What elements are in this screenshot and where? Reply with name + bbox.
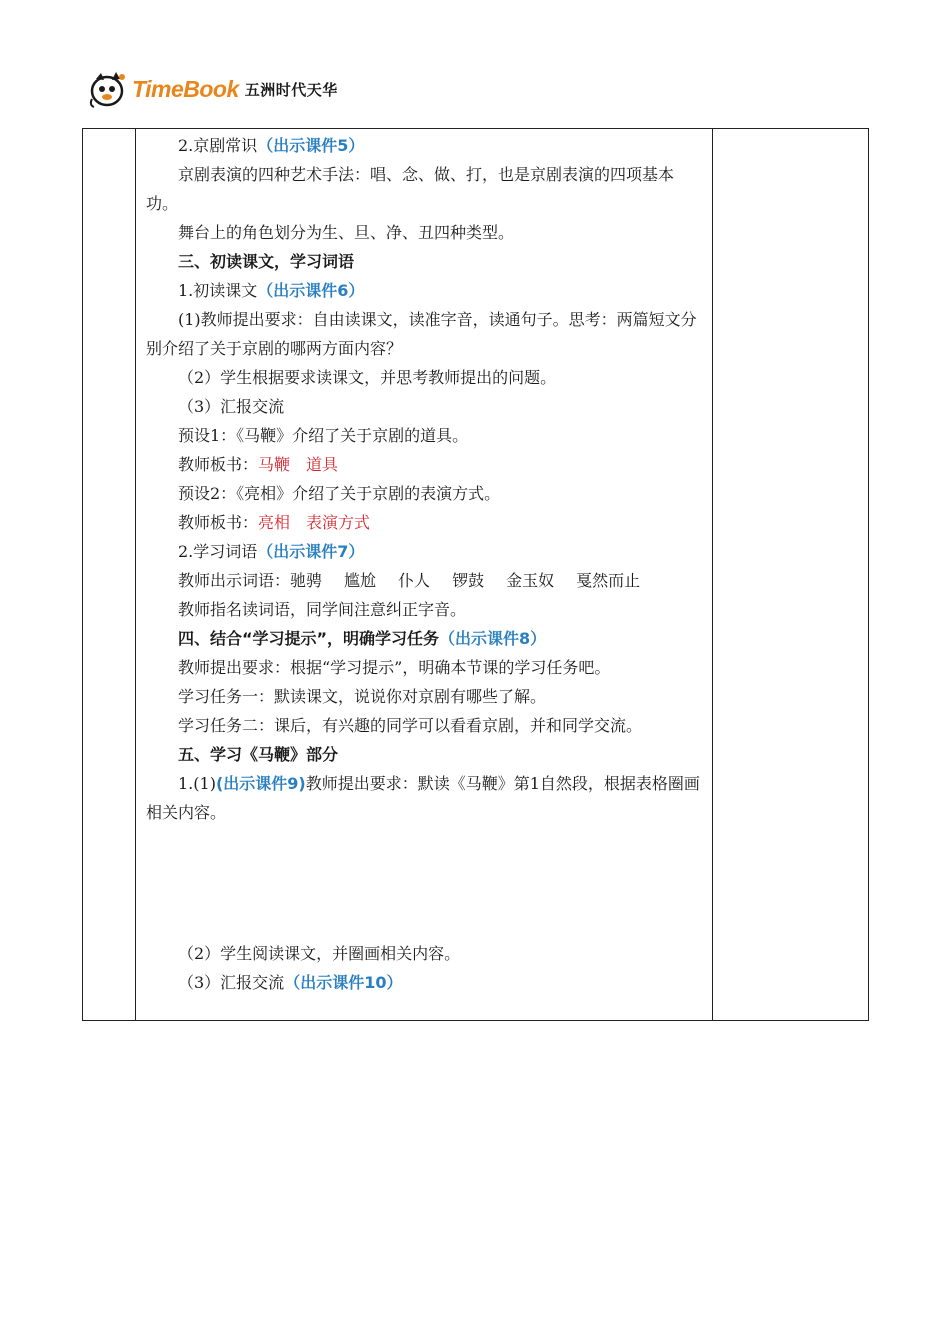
paragraph: 舞台上的角色划分为生、旦、净、丑四种类型。 xyxy=(178,223,515,242)
paragraph: （2）学生根据要求读课文，并思考教师提出的问题。 xyxy=(178,368,557,387)
courseware-ref: （出示课件8） xyxy=(439,629,547,648)
board-note: 教师板书：马鞭 道具 xyxy=(178,455,339,474)
logo-chinese-name: 五洲时代天华 xyxy=(244,80,338,99)
paragraph: （3）汇报交流 xyxy=(178,397,285,416)
paragraph: 预设2：《亮相》介绍了关于京剧的表演方式。 xyxy=(178,484,501,503)
section-heading: 四、结合“学习提示”，明确学习任务（出示课件8） xyxy=(178,629,547,648)
board-note: 教师板书：亮相 表演方式 xyxy=(178,513,371,532)
paragraph: 1.(1)(出示课件9)教师提出要求：默读《马鞭》第1自然段，根据表格圈画相关内容。 xyxy=(146,774,700,822)
lesson-plan-table xyxy=(82,128,869,1021)
left-column-cell xyxy=(83,129,136,1021)
paragraph: 1.初读课文（出示课件6） xyxy=(178,281,365,300)
section-heading: 三、初读课文，学习词语 xyxy=(178,252,355,271)
content-column-cell xyxy=(136,129,713,1021)
paragraph: 预设1：《马鞭》介绍了关于京剧的道具。 xyxy=(178,426,469,445)
right-column-cell xyxy=(713,129,869,1021)
vocab-word: 仆人 xyxy=(398,571,431,590)
blank-space xyxy=(146,827,702,939)
paragraph: 学习任务一：默读课文，说说你对京剧有哪些了解。 xyxy=(178,687,547,706)
paragraph: 教师指名读词语，同学间注意纠正字音。 xyxy=(178,600,467,619)
mascot-icon xyxy=(88,69,128,109)
vocab-word: 锣鼓 xyxy=(452,571,485,590)
courseware-ref: （出示课件7） xyxy=(257,542,365,561)
courseware-ref: （出示课件6） xyxy=(257,281,365,300)
section-heading: 五、学习《马鞭》部分 xyxy=(178,745,339,764)
courseware-ref: (出示课件9) xyxy=(215,774,306,793)
paragraph: 2.学习词语（出示课件7） xyxy=(178,542,365,561)
vocab-word: 驰骋 xyxy=(290,571,323,590)
courseware-ref: （出示课件5） xyxy=(257,136,365,155)
vocabulary-list: 教师出示词语：驰骋 尴尬 仆人 锣鼓 金玉奴 戛然而止 xyxy=(178,571,641,590)
paragraph: 京剧表演的四种艺术手法：唱、念、做、打，也是京剧表演的四项基本功。 xyxy=(146,165,675,213)
paragraph: 学习任务二：课后，有兴趣的同学可以看看京剧，并和同学交流。 xyxy=(178,716,643,735)
paragraph: 2.京剧常识（出示课件5） xyxy=(178,136,365,155)
logo-text: TimeBook xyxy=(132,75,239,102)
vocab-word: 戛然而止 xyxy=(576,571,641,590)
paragraph: (1)教师提出要求：自由读课文，读准字音，读通句子。思考：两篇短文分别介绍了关于京剧的哪两方面内容？ xyxy=(146,310,697,358)
courseware-ref: （出示课件10） xyxy=(284,973,403,992)
vocab-word: 金玉奴 xyxy=(506,571,555,590)
paragraph: （3）汇报交流（出示课件10） xyxy=(178,973,403,992)
timebook-logo xyxy=(88,68,338,110)
paragraph: （2）学生阅读课文，并圈画相关内容。 xyxy=(178,944,461,963)
paragraph: 教师提出要求：根据“学习提示”，明确本节课的学习任务吧。 xyxy=(178,658,611,677)
vocab-word: 尴尬 xyxy=(344,571,377,590)
